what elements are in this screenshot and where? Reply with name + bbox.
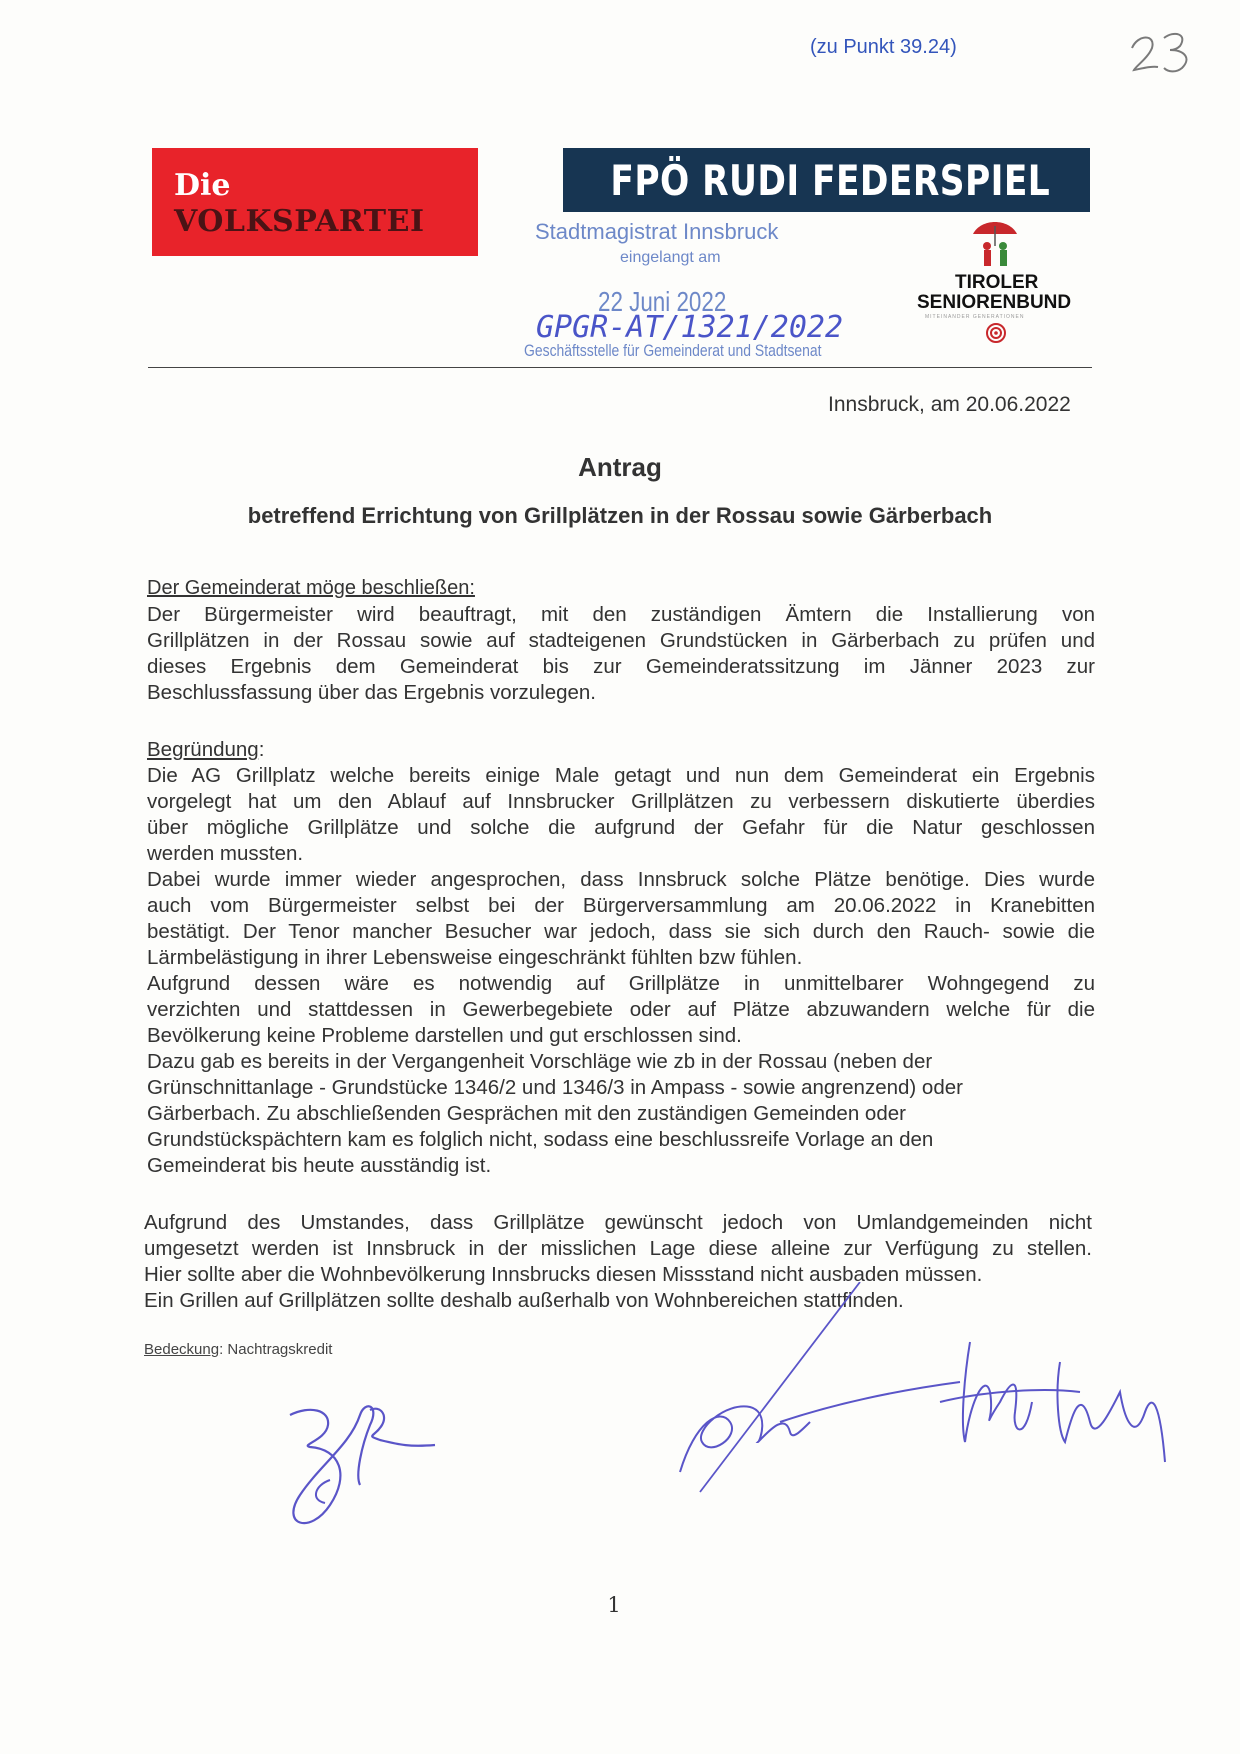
reasoning-line: bestätigt. Der Tenor mancher Besucher war jedoch, dass sie sich durch den Rauch- sowie die <box>147 920 1095 943</box>
coverage-label: Bedeckung <box>144 1341 220 1358</box>
umbrella-people-icon <box>965 216 1025 272</box>
stamp-date: 22 Juni 2022 <box>598 286 727 317</box>
reasoning-line: werden mussten. <box>147 842 304 865</box>
stamp-received-label: eingelangt am <box>620 249 721 266</box>
document-date: Innsbruck, am 20.06.2022 <box>828 393 1071 416</box>
resolution-line: Grillplätzen in der Rossau sowie auf stadteigenen Grundstücken in Gärberbach zu prüfen und <box>147 629 1095 652</box>
fpo-federspiel-logo <box>563 148 1090 212</box>
resolution-line: Beschlussfassung über das Ergebnis vorzulegen. <box>147 681 596 704</box>
reasoning-line: Dazu gab es bereits in der Vergangenheit Vorschläge wie zb in der Rossau (neben der <box>147 1050 933 1073</box>
volkspartei-logo <box>152 148 478 256</box>
closing-line: Ein Grillen auf Grillplätzen sollte deshalb außerhalb von Wohnbereichen stattfinden. <box>144 1289 904 1312</box>
reasoning-line: Bevölkerung keine Probleme darstellen und gut erschlossen sind. <box>147 1024 742 1047</box>
signature-left <box>270 1385 555 1545</box>
closing-line: Aufgrund des Umstandes, dass Grillplätze gewünscht jedoch von Umlandgemeinden nicht <box>144 1211 1092 1234</box>
signature-right <box>640 1282 1210 1522</box>
reasoning-line: Gärberbach. Zu abschließenden Gesprächen mit den zuständigen Gemeinden oder <box>147 1102 906 1125</box>
reasoning-line: vorgelegt hat um den Ablauf auf Innsbrucker Grillplätzen zu verbessern diskutierte überdies <box>147 790 1095 813</box>
reasoning-line: über mögliche Grillplätze und solche die aufgrund der Gefahr für die Natur geschlossen <box>147 816 1095 839</box>
coverage-value: : Nachtragskredit <box>219 1341 333 1358</box>
stamp-file-number: GPGR-AT/1321/2022 <box>536 310 844 345</box>
handwritten-page-number <box>1128 26 1198 76</box>
reasoning-heading: Begründung <box>147 738 259 761</box>
reasoning-line: Aufgrund dessen wäre es notwendig auf Grillplätze in unmittelbarer Wohngegend zu <box>147 972 1095 995</box>
document-subtitle: betreffend Errichtung von Grillplätzen in der Rossau sowie Gärberbach <box>247 503 993 528</box>
stamp-department: Geschäftsstelle für Gemeinderat und Stadtsenat <box>524 341 822 360</box>
page-number: 1 <box>607 1593 621 1617</box>
seniorenbund-logo-line2: SENIORENBUND <box>917 292 1072 313</box>
closing-line: umgesetzt werden ist Innsbruck in der misslichen Lage diese alleine zur Verfügung zu stellen. <box>144 1237 1092 1260</box>
fpo-logo-text: FPÖ RUDI FEDERSPIEL <box>610 156 1051 205</box>
resolution-line: Der Bürgermeister wird beauftragt, mit den zuständigen Ämtern die Installierung von <box>147 603 1095 626</box>
resolution-text <box>147 602 1095 706</box>
reasoning-heading-colon: : <box>258 738 265 761</box>
reasoning-text <box>147 763 1095 1179</box>
resolution-line: dieses Ergebnis dem Gemeinderat bis zur Gemeinderatssitzung im Jänner 2023 zur <box>147 655 1095 678</box>
closing-line: Hier sollte aber die Wohnbevölkerung Innsbrucks diesen Missstand nicht ausbaden müssen. <box>144 1263 983 1286</box>
stamp-office: Stadtmagistrat Innsbruck <box>535 219 779 244</box>
volkspartei-logo-line2: VOLKSPARTEI <box>174 204 425 239</box>
reasoning-line: verzichten und stattdessen in Gewerbegebiete oder auf Plätze abzuwandern welche für die <box>147 998 1095 1021</box>
target-emblem-icon <box>985 322 1007 344</box>
document-title: Antrag <box>578 452 662 482</box>
seniorenbund-tagline: MITEINANDER GENERATIONEN <box>925 314 1025 320</box>
header-divider <box>148 367 1092 368</box>
agenda-reference: (zu Punkt 39.24) <box>810 36 957 58</box>
reasoning-line: Lärmbelästigung in ihrer Lebensweise eingeschränkt fühlten bzw fühlen. <box>147 946 803 969</box>
reasoning-line: Grünschnittanlage - Grundstücke 1346/2 und 1346/3 in Ampass - sowie angrenzend) oder <box>147 1076 963 1099</box>
reasoning-line: Die AG Grillplatz welche bereits einige Male getagt und nun dem Gemeinderat ein Ergebnis <box>147 764 1095 787</box>
reasoning-line: Gemeinderat bis heute ausständig ist. <box>147 1154 492 1177</box>
coverage-note <box>144 1341 332 1358</box>
reasoning-line: auch vom Bürgermeister selbst bei der Bürgerversammlung am 20.06.2022 in Kranebitten <box>147 894 1095 917</box>
resolution-heading: Der Gemeinderat möge beschließen: <box>147 577 475 599</box>
seniorenbund-logo-line1: TIROLER <box>955 272 1039 293</box>
reasoning-line: Dabei wurde immer wieder angesprochen, dass Innsbruck solche Plätze benötige. Dies wurde <box>147 868 1095 891</box>
reasoning-heading-row <box>147 737 264 763</box>
volkspartei-logo-line1: Die <box>174 168 231 203</box>
reasoning-line: Grundstückspächtern kam es folglich nicht, sodass eine beschlussreife Vorlage an den <box>147 1128 934 1151</box>
